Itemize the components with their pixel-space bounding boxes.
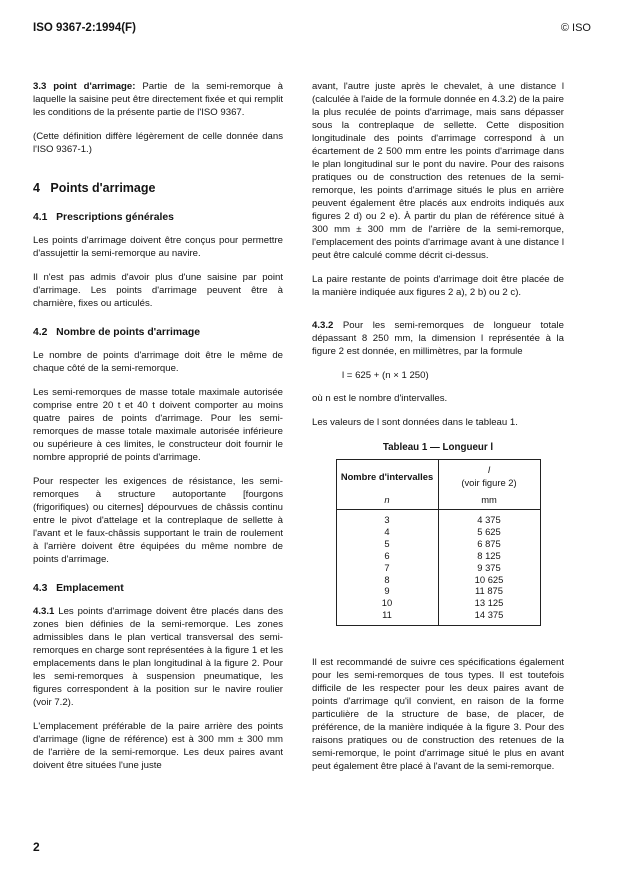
table-row [336, 550, 540, 562]
unit-mm: mm [438, 489, 540, 510]
definition-number: 3.3 [33, 81, 47, 92]
continuation-paragraph: avant, l'autre juste après le chevalet, à une distance l (calculée à l'aide de la formule donnée en 4.3.2) de la paire la plus reculée de points d'arrimage, mais sans dépasser sous la contreplaque de sellette. Cette disposition longitudinale des points d'arrimage correspond à un écartement de 2 500 mm entre les points d'arrimage dans le plan longitudinal sur le pont du navire. Pour des raisons pratiques ou de construction des retenues de la semi-remorque, les points d'arrimage situés le plus en arrière peuvent également être placés aux endroits indiqués aux figures 2 d) ou 2 e). À partir du plan de référence situé à 300 mm ± 300 mm de l'arrière de la semi-remorque, l'emplacement des points d'arrimage avant à une distance l peut être calculé comme décrit ci-dessus. [312, 81, 564, 261]
length-formula: l = 625 + (n × 1 250) [342, 370, 429, 381]
table-row [336, 526, 540, 538]
table-reference: Les valeurs de l sont données dans le tableau 1. [312, 417, 518, 428]
cell-length: 4 375 [438, 510, 540, 526]
section-4-2-para-2: Les semi-remorques de masse totale maximale autorisée comprise entre 20 t et 40 t doivent comporter au moins quatre paires de points d'arrimage. Pour les semi-remorques de masse totale maximale autorisée inférieure ou supérieure à ces limites, le constructeur doit fournir le nombre approprié de points d'arrimage. [33, 387, 283, 463]
subsection-number: 4.3.1 [33, 606, 55, 617]
subsection-text: Pour les semi-remorques de longueur totale dépassant 8 250 mm, la dimension l représentée à la figure 2 est donnée, en millimètres, par la formule [312, 320, 564, 357]
definition-term: point d'arrimage: [53, 81, 136, 92]
cell-length: 11 875 [438, 585, 540, 597]
formula-where: où n est le nombre d'intervalles. [312, 393, 448, 404]
remaining-pair-paragraph: La paire restante de points d'arrimage doit être placée de la manière indiquée aux figures 2 a), 2 b) ou 2 c). [312, 274, 564, 298]
definition-text: Partie de la semi-remorque à laquelle la saisine peut être directement fixée et qui remplit les conditions de la présente partie de l'ISO 9367. [33, 81, 283, 118]
cell-length: 5 625 [438, 526, 540, 538]
cell-length: 10 625 [438, 574, 540, 586]
cell-length: 8 125 [438, 550, 540, 562]
section-4-3-1-para-2: L'emplacement préférable de la paire arrière des points d'arrimage (ligne de référence) est à 300 mm ± 300 mm de l'arrière de la semi-remorque. Les deux paires avant doivent être situées l'une juste [33, 721, 283, 771]
section-4-2-para-3: Pour respecter les exigences de résistance, les semi-remorques à structure autoportante [fourgons (frigorifiques) ou citernes] dépourvues de châssis continu entre le pivot d'attelage et la contreplaque de sellette à l'avant et le faux-châssis supportant le train de roulement à l'arrière doivent être équipées du même nombre de points d'arrimage. [33, 476, 283, 565]
table-row [336, 510, 540, 526]
cell-intervals: 9 [336, 585, 438, 597]
table-title: Tableau 1 — Longueur l [382, 442, 494, 453]
definition-3-3 [33, 80, 283, 119]
section-4-3-1 [33, 605, 283, 709]
col-header-intervals: Nombre d'intervalles [336, 460, 438, 490]
section-4-3-title: 4.3 Emplacement [33, 583, 124, 594]
cell-intervals: 7 [336, 562, 438, 574]
document-code: ISO 9367-2:1994(F) [33, 22, 136, 34]
unit-n: n [336, 489, 438, 510]
section-4-3-2 [312, 319, 564, 358]
cell-length: 9 375 [438, 562, 540, 574]
section-4-2-title: 4.2 Nombre de points d'arrimage [33, 327, 201, 338]
length-table [336, 459, 541, 626]
section-4-1-para-2: Il n'est pas admis d'avoir plus d'une saisine par point d'arrimage. Les points d'arrimage peuvent être à charnière, fixes ou articulés. [33, 272, 283, 309]
subsection-number: 4.3.2 [312, 320, 334, 331]
copyright-mark: © ISO [560, 22, 591, 34]
right-column [312, 80, 564, 784]
table-row [336, 538, 540, 550]
section-4-1-title: 4.1 Prescriptions générales [33, 212, 174, 223]
table-row [336, 574, 540, 586]
col-header-length-sub: (voir figure 2) [461, 477, 517, 488]
left-column [33, 80, 283, 783]
table-row [336, 562, 540, 574]
table-row [336, 597, 540, 609]
cell-intervals: 3 [336, 510, 438, 526]
section-4-2-para-1: Le nombre de points d'arrimage doit être le même de chaque côté de la semi-remorque. [33, 350, 283, 374]
section-4-1-para-1: Les points d'arrimage doivent être conçus pour permettre d'assujettir la semi-remorque au navire. [33, 235, 283, 259]
cell-intervals: 4 [336, 526, 438, 538]
cell-length: 14 375 [438, 609, 540, 625]
subsection-text: Les points d'arrimage doivent être placés dans des zones bien définies de la semi-remorque. Les zones admissibles dans le plan vertical transversal des semi-remorques en charge sont représentées à la figure 1 et les emplacements dans le plan longitudinal à la figure 2. Pour les semi-remorques à suspension pneumatique, les figures correspondent à la position sur le navire roulier (voir 7.2). [33, 606, 283, 708]
definition-note: (Cette définition diffère légèrement de celle donnée dans l'ISO 9367-1.) [33, 131, 283, 155]
cell-intervals: 8 [336, 574, 438, 586]
section-4-title: 4 Points d'arrimage [33, 181, 156, 195]
cell-length: 6 875 [438, 538, 540, 550]
col-header-length [438, 460, 540, 490]
cell-length: 13 125 [438, 597, 540, 609]
table-row [336, 585, 540, 597]
cell-intervals: 11 [336, 609, 438, 625]
page-number: 2 [33, 840, 40, 854]
recommendation-paragraph: Il est recommandé de suivre ces spécifications également pour les semi-remorques de tous types. Il est toutefois difficile de les respecter pour les deux paires avant de points d'arrimage qu'il convient, en raison de la forme particulière de la structure de base, de placer, de préférence, de la manière indiquée à la figure 3. Pour des raisons pratiques ou de construction des retenues de la semi-remorque, le point d'arrimage situé le plus en avant peut également être placé à l'avant de la semi-remorque. [312, 657, 564, 773]
col-header-length-symbol: l [487, 464, 491, 475]
table-row [336, 609, 540, 625]
cell-intervals: 10 [336, 597, 438, 609]
cell-intervals: 6 [336, 550, 438, 562]
cell-intervals: 5 [336, 538, 438, 550]
